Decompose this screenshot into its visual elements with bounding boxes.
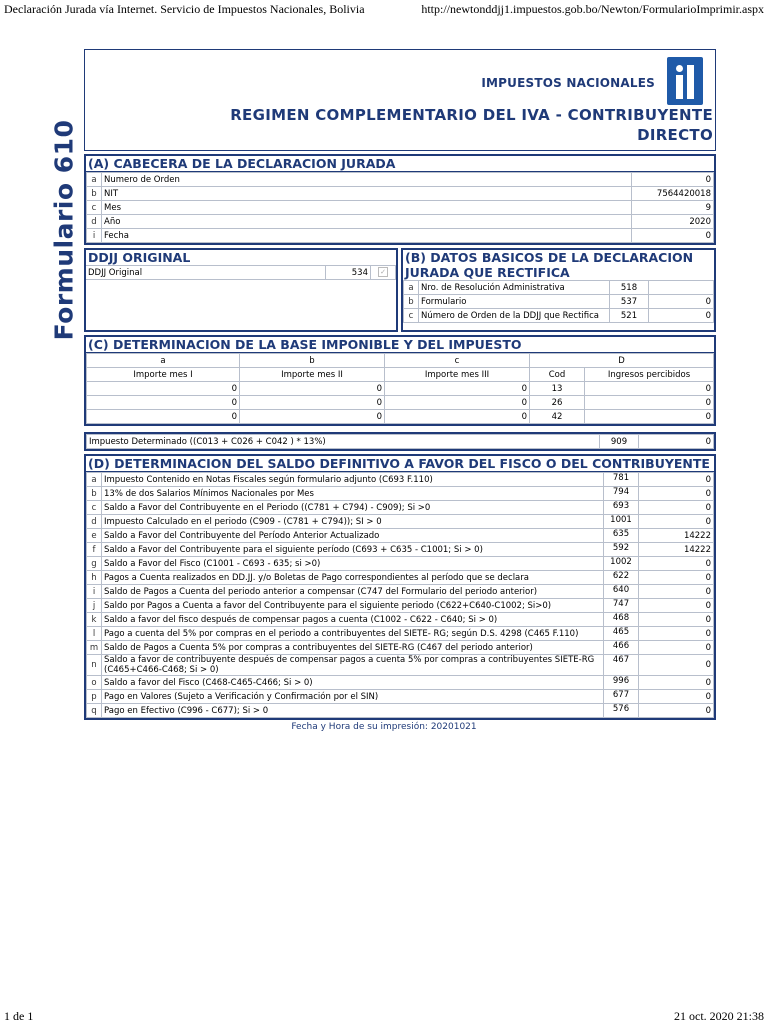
ingresos-percibidos: 0 (585, 396, 714, 410)
impuesto-determinado (84, 432, 716, 451)
row-label: Saldo a Favor del Contribuyente para el siguiente período (C693 + C635 - C1001; Si > 0) (102, 543, 604, 557)
row-value: 9 (632, 201, 714, 215)
row-value: 0 (639, 473, 714, 487)
row-letter: e (87, 529, 102, 543)
table-row (87, 215, 714, 229)
row-value: 2020 (632, 215, 714, 229)
row-value: 0 (639, 599, 714, 613)
row-letter: d (87, 215, 102, 229)
row-value: 0 (632, 229, 714, 243)
importe-mes-2: 0 (240, 396, 385, 410)
row-label-line2: (C465+C466-C468; Si > 0) (104, 665, 219, 675)
row-value: 0 (639, 641, 714, 655)
form-header (84, 49, 716, 151)
row-letter: q (87, 704, 102, 718)
row-letter: f (87, 543, 102, 557)
row-value: 0 (639, 557, 714, 571)
row-label: Saldo a Favor del Contribuyente del Período Anterior Actualizado (102, 529, 604, 543)
impuesto-determinado-value: 0 (639, 435, 714, 449)
ingresos-percibidos: 0 (585, 382, 714, 396)
ddjj-code: 534 (326, 266, 371, 280)
row-code: 521 (610, 309, 649, 323)
row-label: Pagos a Cuenta realizados en DD.JJ. y/o Boletas de Pago correspondientes al período que se declara (102, 571, 604, 585)
row-value: 0 (639, 571, 714, 585)
row-value: 0 (649, 295, 714, 309)
table-row (87, 396, 714, 410)
row-letter: j (87, 599, 102, 613)
row-value: 0 (639, 676, 714, 690)
form-frame (84, 49, 716, 720)
section-a-table (86, 172, 714, 243)
table-row (87, 501, 714, 515)
ddjj-checkbox[interactable]: ✓ (378, 267, 388, 277)
row-letter: k (87, 613, 102, 627)
row-value: 0 (639, 501, 714, 515)
page-header-title: Declaración Jurada vía Internet. Servicio de Impuestos Nacionales, Bolivia (4, 2, 365, 16)
row-label: Saldo a Favor del Contribuyente en el Periodo ((C781 + C794) - C909); Si >0 (102, 501, 604, 515)
row-value: 0 (639, 704, 714, 718)
row-label: Fecha (102, 229, 632, 243)
table-row (87, 201, 714, 215)
section-c-table: a b c D Importe mes I Importe mes II Importe mes III Cod Ingresos percibidos 0 0 0 13 0 0 0 0 26 0 0 0 0 42 0 (86, 353, 714, 424)
row-label: Pago en Efectivo (C996 - C677); Si > 0 (102, 704, 604, 718)
row-value: 0 (639, 515, 714, 529)
ddjj-b-row (84, 248, 716, 332)
table-row (87, 557, 714, 571)
row-letter: i (87, 585, 102, 599)
section-b (401, 248, 716, 332)
section-a-title: (A) CABECERA DE LA DECLARACION JURADA (86, 156, 714, 172)
row-value: 0 (639, 585, 714, 599)
row-letter: l (87, 627, 102, 641)
row-letter: d (87, 515, 102, 529)
row-letter: n (87, 655, 102, 676)
row-letter: b (87, 487, 102, 501)
row-label-line1: Saldo a favor de contribuyente después de compensar pagos a cuenta 5% por compras a contribuyentes SIETE-RG (104, 655, 595, 665)
table-row (87, 487, 714, 501)
table-row (87, 585, 714, 599)
importe-mes-3: 0 (385, 396, 530, 410)
section-c (84, 335, 716, 426)
section-d-table (86, 472, 714, 718)
print-timestamp: Fecha y Hora de su impresión: 20201021 (291, 722, 477, 732)
row-letter: h (87, 571, 102, 585)
impuesto-determinado-label: Impuesto Determinado ((C013 + C026 + C042 ) * 13%) (87, 435, 600, 449)
logo-text: IMPUESTOS NACIONALES (481, 76, 655, 90)
ddjj-original-label: DDJJ Original (86, 266, 326, 280)
row-value (649, 281, 714, 295)
row-letter: p (87, 690, 102, 704)
row-label: Saldo de Pagos a Cuenta 5% por compras a contribuyentes del SIETE-RG (C467 del periodo anterior) (102, 641, 604, 655)
impuestos-logo-icon (667, 57, 703, 105)
row-code: 42 (530, 410, 585, 424)
row-code: 747 (604, 599, 639, 613)
row-code: 996 (604, 676, 639, 690)
row-label: Nro. de Resolución Administrativa (419, 281, 610, 295)
impuesto-determinado-code: 909 (600, 435, 639, 449)
section-d-title: (D) DETERMINACION DEL SALDO DEFINITIVO A FAVOR DEL FISCO O DEL CONTRIBUYENTE (86, 456, 714, 472)
row-letter: c (87, 501, 102, 515)
ddjj-original: DDJJ ORIGINAL DDJJ Original 534 ✓ (84, 248, 398, 332)
row-letter: m (87, 641, 102, 655)
table-row (87, 529, 714, 543)
row-label: Impuesto Calculado en el periodo (C909 - (C781 + C794)); SI > 0 (102, 515, 604, 529)
row-label: Impuesto Contenido en Notas Fiscales según formulario adjunto (C693 F.110) (102, 473, 604, 487)
row-letter: b (404, 295, 419, 309)
row-label: Saldo a favor del fisco después de compensar pagos a cuenta (C1002 - C622 - C640; Si > 0) (102, 613, 604, 627)
row-code: 781 (604, 473, 639, 487)
section-d (84, 454, 716, 720)
row-value: 14222 (639, 543, 714, 557)
section-c-title: (C) DETERMINACION DE LA BASE IMPONIBLE Y DEL IMPUESTO (86, 337, 714, 353)
importe-mes-2: 0 (240, 382, 385, 396)
row-label: Saldo a Favor del Fisco (C1001 - C693 - 635; si >0) (102, 557, 604, 571)
row-code: 13 (530, 382, 585, 396)
row-value: 0 (639, 655, 714, 676)
table-row (87, 473, 714, 487)
ingresos-percibidos: 0 (585, 410, 714, 424)
table-row (87, 627, 714, 641)
row-label: Pago a cuenta del 5% por compras en el periodo a contribuyentes del SIETE- RG; según D.S. 4298 (C465 F.110) (102, 627, 604, 641)
row-code: 576 (604, 704, 639, 718)
row-code: 1001 (604, 515, 639, 529)
importe-mes-1: 0 (87, 396, 240, 410)
row-code: 640 (604, 585, 639, 599)
page-title: REGIMEN COMPLEMENTARIO DEL IVA - CONTRIBUYENTE DIRECTO (230, 106, 713, 144)
row-label: Saldo por Pagos a Cuenta a favor del Contribuyente para el siguiente periodo (C622+C640-C1002; Si>0) (102, 599, 604, 613)
row-label: 13% de dos Salarios Mínimos Nacionales por Mes (102, 487, 604, 501)
row-letter: a (87, 473, 102, 487)
row-letter: b (87, 187, 102, 201)
row-letter: c (404, 309, 419, 323)
row-label: Numero de Orden (102, 173, 632, 187)
row-label: Saldo de Pagos a Cuenta del periodo anterior a compensar (C747 del Formulario del periodo anterior) (102, 585, 604, 599)
table-row (87, 515, 714, 529)
row-letter: a (87, 173, 102, 187)
row-label: Saldo a favor del Fisco (C468-C465-C466; Si > 0) (102, 676, 604, 690)
table-row (87, 704, 714, 718)
row-code: 466 (604, 641, 639, 655)
row-code: 592 (604, 543, 639, 557)
table-row (87, 187, 714, 201)
row-code: 26 (530, 396, 585, 410)
table-row (87, 690, 714, 704)
row-label: Mes (102, 201, 632, 215)
row-label: NIT (102, 187, 632, 201)
importe-mes-2: 0 (240, 410, 385, 424)
table-row (87, 641, 714, 655)
table-row (87, 613, 714, 627)
row-label (102, 655, 604, 676)
importe-mes-1: 0 (87, 410, 240, 424)
importe-mes-3: 0 (385, 382, 530, 396)
row-letter: i (87, 229, 102, 243)
row-value: 0 (639, 690, 714, 704)
importe-mes-3: 0 (385, 410, 530, 424)
section-a (84, 154, 716, 245)
print-datetime: 21 oct. 2020 21:38 (674, 1009, 764, 1023)
row-value: 0 (639, 627, 714, 641)
table-row (87, 655, 714, 676)
row-value: 0 (632, 173, 714, 187)
row-letter: g (87, 557, 102, 571)
row-label: Formulario (419, 295, 610, 309)
row-code: 537 (610, 295, 649, 309)
table-row (404, 295, 714, 309)
row-label: Año (102, 215, 632, 229)
row-code: 794 (604, 487, 639, 501)
table-row (87, 382, 714, 396)
page-header-url: http://newtonddjj1.impuestos.gob.bo/Newton/FormularioImprimir.aspx (421, 2, 764, 16)
row-label: Número de Orden de la DDJJ que Rectifica (419, 309, 610, 323)
row-label: Pago en Valores (Sujeto a Verificación y Confirmación por el SIN) (102, 690, 604, 704)
row-code: 693 (604, 501, 639, 515)
table-row (87, 599, 714, 613)
form-label-vertical: Formulario 610 (49, 119, 79, 341)
row-code: 635 (604, 529, 639, 543)
row-code: 677 (604, 690, 639, 704)
row-code: 622 (604, 571, 639, 585)
row-value: 0 (639, 613, 714, 627)
table-row (87, 676, 714, 690)
table-row (404, 281, 714, 295)
importe-mes-1: 0 (87, 382, 240, 396)
table-row (87, 173, 714, 187)
table-row (87, 229, 714, 243)
section-b-table (403, 280, 714, 323)
table-row (87, 410, 714, 424)
row-letter: o (87, 676, 102, 690)
row-code: 1002 (604, 557, 639, 571)
row-letter: c (87, 201, 102, 215)
row-value: 0 (639, 487, 714, 501)
table-row (404, 309, 714, 323)
row-code: 468 (604, 613, 639, 627)
row-code: 518 (610, 281, 649, 295)
row-value: 7564420018 (632, 187, 714, 201)
page-count: 1 de 1 (4, 1009, 34, 1023)
row-code: 465 (604, 627, 639, 641)
row-code: 467 (604, 655, 639, 676)
section-b-title: (B) DATOS BASICOS DE LA DECLARACION JURADA QUE RECTIFICA (405, 250, 694, 280)
row-value: 14222 (639, 529, 714, 543)
row-letter: a (404, 281, 419, 295)
table-row (87, 543, 714, 557)
table-row (87, 571, 714, 585)
row-value: 0 (649, 309, 714, 323)
